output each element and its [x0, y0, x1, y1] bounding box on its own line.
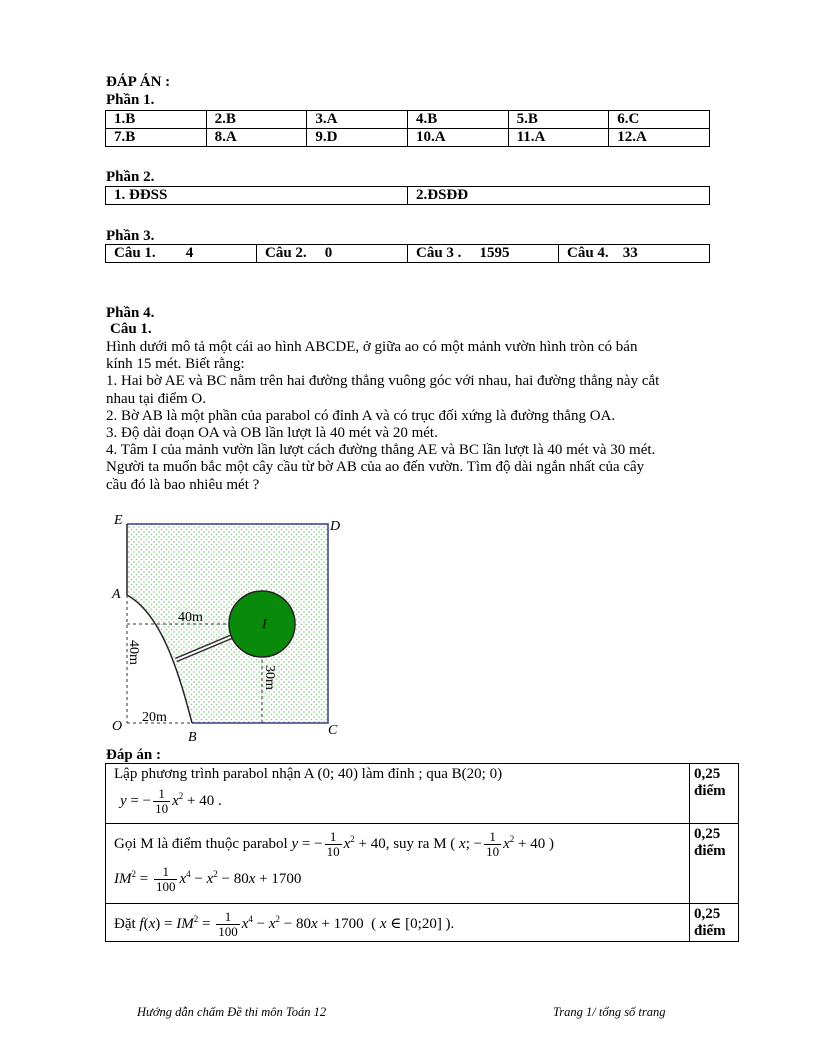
- table-cell: 8.A: [206, 129, 307, 147]
- table-cell: 1.B: [106, 111, 207, 129]
- formula-im-squared: $IM^2$ = $\frac{1}{100}$ $x^4 - x^2 - 80x + 1700$: [114, 864, 302, 894]
- paragraph-line: nhau tại điểm O.: [106, 390, 206, 407]
- part1-table: [105, 110, 710, 147]
- cell-label: Câu 4.: [567, 245, 609, 261]
- dimension-40m-horizontal: 40m: [178, 610, 203, 625]
- answer-step: [106, 904, 690, 942]
- table-cell: 7.B: [106, 129, 207, 147]
- paragraph-line: 4. Tâm I của mảnh vườn lần lượt cách đường thẳng AE và BC lần lượt là 40 mét và 30 mét.: [106, 442, 656, 459]
- table-cell: 1. ĐĐSS: [106, 187, 408, 205]
- part3-table: [105, 244, 710, 263]
- table-cell: 4.B: [407, 111, 508, 129]
- label-d: D: [330, 519, 341, 534]
- part4-title: Phần 4.: [106, 305, 155, 321]
- answer-row: [106, 904, 739, 942]
- answer-title: Đáp án :: [106, 747, 162, 763]
- table-cell: [408, 245, 559, 263]
- table-cell: [559, 245, 710, 263]
- table-cell: 2.ĐSĐĐ: [408, 187, 710, 205]
- cell-label: Câu 2.: [265, 245, 307, 261]
- label-o: O: [112, 719, 123, 734]
- part1-title: Phần 1.: [106, 92, 155, 108]
- step-text-mid: , suy ra M (: [385, 835, 456, 852]
- dimension-30m-vertical: 30m: [262, 665, 277, 690]
- paragraph-line: 3. Độ dài đoạn OA và OB lần lượt là 40 mét và 20 mét.: [106, 425, 438, 442]
- table-cell: 6.C: [609, 111, 710, 129]
- answer-row: [106, 764, 739, 824]
- footer-left: Hướng dẫn chấm Đề thi môn Toán 12: [137, 1005, 327, 1019]
- label-a: A: [112, 587, 121, 602]
- part1-row: [106, 111, 710, 129]
- part3-title: Phần 3.: [106, 228, 155, 244]
- cell-label: Câu 1.: [114, 245, 156, 261]
- dimension-20m: 20m: [142, 710, 167, 725]
- table-cell: 10.A: [407, 129, 508, 147]
- table-cell: 11.A: [508, 129, 609, 147]
- step-text: Lập phương trình parabol nhận A (0; 40) làm đỉnh ; qua B(20; 0): [114, 766, 503, 782]
- formula-parabola: y = − $\frac{1}{10}$ $x^2 + 40$ .: [120, 786, 222, 816]
- table-cell: [257, 245, 408, 263]
- paragraph-line: 1. Hai bờ AE và BC nằm trên hai đường thẳng vuông góc với nhau, hai đường thẳng này cắt: [106, 373, 660, 390]
- dimension-40m-vertical: 40m: [126, 640, 141, 665]
- cell-value: 33: [622, 245, 638, 261]
- step-text: Gọi M là điểm thuộc parabol: [114, 835, 288, 852]
- formula-f-of-x: $f(x) = IM^2$ = $\frac{1}{100}$ $x^4 - x^2 - 80x + 1700$ ( x ∈ [0;20] ).: [139, 909, 455, 939]
- paragraph-line: Người ta muốn bắc một cây cầu từ bờ AB của ao đến vườn. Tìm độ dài ngắn nhất của cây: [106, 459, 645, 476]
- points-cell: 0,25 điểm: [690, 824, 739, 904]
- paragraph-line: kính 15 mét. Biết rằng:: [106, 356, 245, 373]
- part2-title: Phần 2.: [106, 169, 155, 185]
- step-text: Đặt: [114, 915, 136, 932]
- answer-step: [106, 824, 690, 904]
- pond-figure: [100, 508, 360, 748]
- paragraph-line: cầu đó là bao nhiêu mét ?: [106, 476, 260, 493]
- question-label: Câu 1.: [110, 321, 152, 337]
- paragraph-line: 2. Bờ AB là một phần của parabol có đỉnh A và có trục đối xứng là đường thẳng OA.: [106, 407, 616, 424]
- label-i: I: [262, 617, 267, 632]
- points-cell: 0,25 điểm: [690, 764, 739, 824]
- table-cell: 3.A: [307, 111, 408, 129]
- formula-parabola-inline: y = − $\frac{1}{10}$ $x^2 + 40$: [291, 829, 386, 859]
- page-heading: ĐÁP ÁN :: [106, 74, 171, 90]
- footer-right: Trang 1/ tổng số trang: [553, 1005, 666, 1019]
- cell-value: 1595: [479, 245, 510, 261]
- part1-row: [106, 129, 710, 147]
- cell-value: 4: [185, 245, 194, 261]
- label-b: B: [188, 730, 197, 745]
- table-cell: 9.D: [307, 129, 408, 147]
- question-text: [106, 339, 726, 494]
- table-cell: 2.B: [206, 111, 307, 129]
- points-cell: 0,25 điểm: [690, 904, 739, 942]
- part2-table: [105, 186, 710, 205]
- answer-row: [106, 824, 739, 904]
- formula-point-m: x; − $\frac{1}{10}$ $x^2 + 40$ ): [459, 829, 554, 859]
- paragraph-line: Hình dưới mô tả một cái ao hình ABCDE, ở giữa ao có một mảnh vườn hình tròn có bán: [106, 339, 638, 355]
- label-e: E: [114, 513, 123, 528]
- table-cell: 5.B: [508, 111, 609, 129]
- answer-step: [106, 764, 690, 824]
- table-cell: [106, 245, 257, 263]
- cell-label: Câu 3 .: [416, 245, 462, 261]
- cell-value: 0: [324, 245, 333, 261]
- answer-table: [105, 763, 739, 942]
- label-c: C: [328, 723, 338, 738]
- table-cell: 12.A: [609, 129, 710, 147]
